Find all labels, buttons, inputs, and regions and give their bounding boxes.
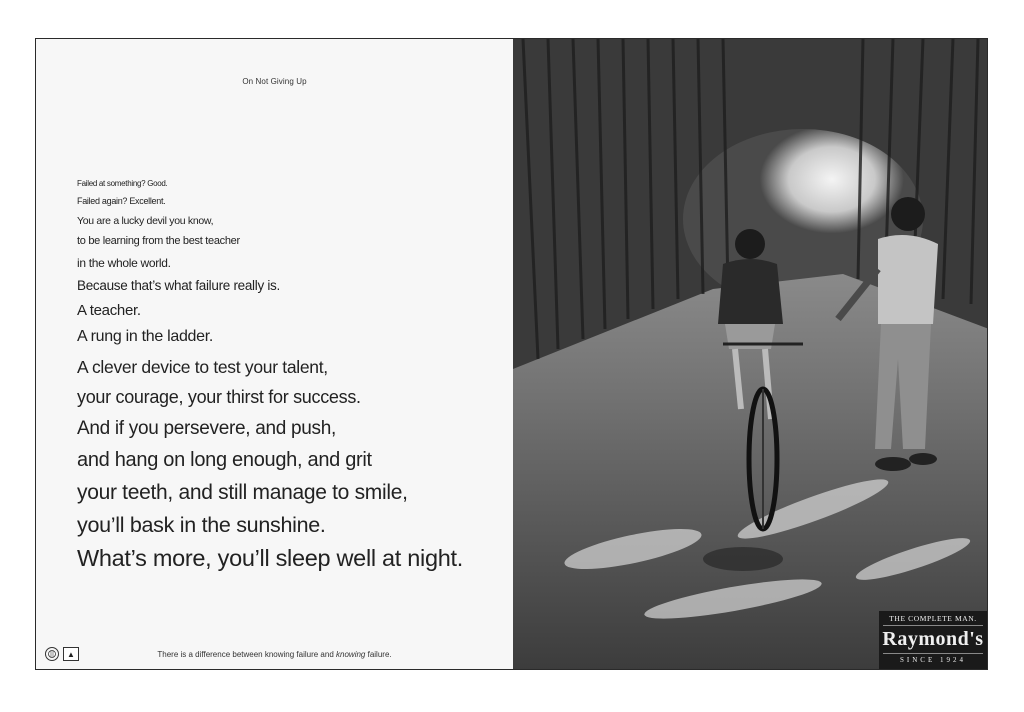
poem-line: Because that’s what failure really is. — [77, 278, 280, 293]
photo-boys-bicycle — [513, 39, 988, 670]
text-page — [36, 39, 513, 669]
poem-line: you’ll bask in the sunshine. — [77, 513, 326, 537]
poem-line: What’s more, you’ll sleep well at night. — [77, 545, 463, 571]
brand-since: SINCE 1924 — [883, 653, 983, 664]
poem-line: and hang on long enough, and grit — [77, 449, 372, 471]
magazine-spread — [35, 38, 988, 670]
poem-line: You are a lucky devil you know, — [77, 215, 214, 227]
poem-line: Failed at something? Good. — [77, 179, 168, 188]
poem-line: And if you persevere, and push, — [77, 418, 336, 439]
poem-line: your teeth, and still manage to smile, — [77, 481, 408, 504]
photo-illustration — [513, 39, 988, 670]
tagline-text-end: failure. — [365, 650, 392, 659]
poem-line: your courage, your thirst for success. — [77, 387, 361, 407]
tagline-emphasis: knowing — [336, 650, 366, 659]
poem-line: A clever device to test your talent, — [77, 357, 328, 377]
poem-line: A rung in the ladder. — [77, 328, 214, 345]
poem — [77, 179, 463, 579]
triangle-icon: ▲ — [63, 647, 79, 661]
page-title: On Not Giving Up — [242, 77, 307, 86]
brand-slogan: THE COMPLETE MAN. — [883, 611, 983, 626]
tagline-text: There is a difference between knowing failure and — [157, 650, 337, 659]
brand-name: Raymond's — [882, 628, 984, 650]
poem-line: in the whole world. — [77, 256, 171, 270]
raymonds-logo — [879, 611, 987, 669]
poem-line: A teacher. — [77, 302, 141, 319]
poem-line: to be learning from the best teacher — [77, 235, 240, 247]
tagline — [36, 650, 513, 659]
poem-line: Failed again? Excellent. — [77, 196, 166, 206]
